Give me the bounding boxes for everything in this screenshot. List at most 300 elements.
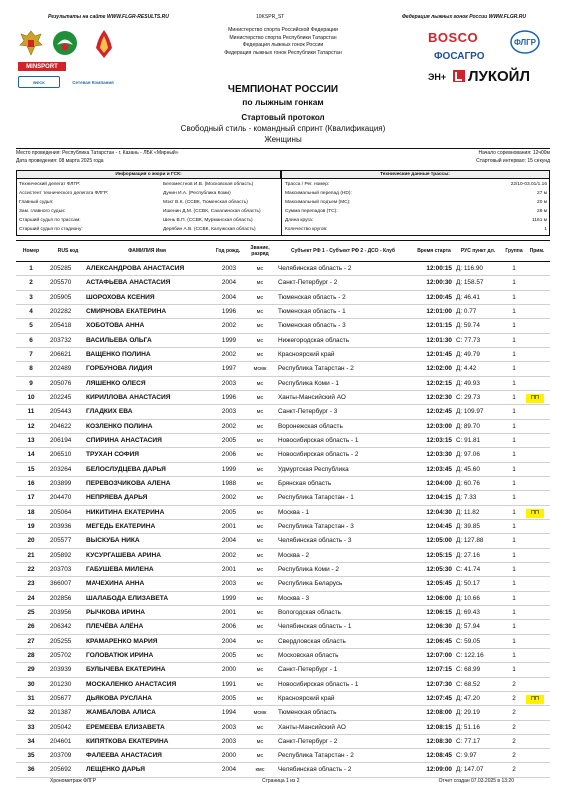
row-group: 2 (512, 766, 516, 774)
row-start-time: 12:07:15 (426, 666, 452, 674)
network-company-logo: Сетевая Компания (72, 79, 114, 85)
row-number: 2 (29, 279, 33, 287)
jury-title: Информация о жюри и ГСК: (17, 171, 281, 179)
row-athlete-name: ГОРБУНОВА ЛИДИЯ (86, 365, 153, 373)
jury-value: Дунин И.А. (Республика Коми) (163, 191, 231, 196)
row-rus-code: 205702 (50, 651, 72, 659)
row-group: 1 (512, 494, 516, 502)
row-athlete-name: ВАСИЛЬЕВА ОЛЬГА (86, 336, 152, 344)
row-group: 2 (512, 737, 516, 745)
row-rus-code: 202489 (50, 365, 72, 373)
row-number: 26 (27, 623, 35, 631)
document-code: 10KSPR_ST (256, 14, 285, 20)
row-start-time: 12:09:00 (426, 766, 452, 774)
row-number: 27 (27, 637, 35, 645)
results-link[interactable]: Результаты на сайте WWW.FLGR-RESULTS.RU (48, 14, 169, 20)
tech-value: 27 м (537, 191, 547, 196)
row-number: 4 (29, 307, 33, 315)
row-start-time: 12:02:00 (426, 365, 452, 373)
table-row (16, 362, 550, 376)
jury-value: Дерябин А.В. (ССВК, Калужская область) (163, 227, 256, 232)
row-start-time: 12:06:30 (426, 623, 452, 631)
jury-value: Мэкт В.К. (ССВК, Тюменская область) (163, 200, 248, 205)
row-athlete-name: АСТАФЬЕВА АНАСТАСИЯ (86, 279, 171, 287)
row-group: 1 (512, 651, 516, 659)
tech-value: 22/10-03.01/1.16 (510, 182, 547, 187)
event-interval: Стартовый интервал: 15 секунд (476, 158, 550, 164)
row-rus-points: Д: 47.20 (456, 694, 480, 702)
row-birth-year: 1997 (221, 365, 237, 373)
row-rus-points: Д: 116.90 (456, 265, 483, 272)
row-rus-code: 203703 (50, 565, 72, 573)
tech-row (285, 208, 547, 216)
row-birth-year: 2005 (221, 694, 237, 702)
row-start-time: 12:02:30 (426, 393, 452, 401)
row-rus-points: Д: 127.88 (456, 537, 484, 545)
row-number: 31 (27, 694, 35, 702)
row-rus-code: 205692 (50, 766, 72, 774)
table-row (16, 291, 550, 305)
row-team: Тюменская область - 3 (278, 322, 346, 330)
row-rank: мс (256, 394, 264, 401)
row-rus-points: Д: 39.85 (456, 522, 480, 530)
row-group: 1 (512, 336, 516, 344)
row-team: Республика Беларусь (278, 580, 343, 588)
row-number: 17 (27, 494, 35, 502)
row-rus-code: 205418 (50, 322, 72, 330)
row-start-time: 12:03:15 (426, 436, 452, 444)
row-team: Новосибирская область - 2 (278, 451, 359, 459)
row-rus-points: Д: 147.07 (456, 766, 484, 774)
row-birth-year: 2003 (221, 265, 237, 272)
row-start-time: 12:03:45 (426, 465, 452, 473)
row-birth-year: 2002 (221, 350, 237, 358)
row-number: 20 (27, 537, 35, 545)
row-rus-points: Д: 109.97 (456, 408, 484, 416)
row-number: 7 (29, 350, 33, 358)
row-rus-code: 206621 (50, 350, 72, 358)
row-start-time: 12:05:45 (426, 580, 452, 588)
row-number: 14 (27, 451, 35, 459)
row-birth-year: 2004 (221, 537, 237, 545)
jury-value: Шень В.П. (ССВК, Мурманская область) (163, 218, 253, 223)
lukoil-wordmark: ЛУКОЙЛ (468, 67, 530, 85)
fosagro-logo: ФОСАГРО (434, 50, 485, 62)
row-athlete-name: КИПЯТКОВА ЕКАТЕРИНА (86, 737, 169, 745)
row-birth-year: 2006 (221, 623, 237, 631)
tech-row (285, 190, 547, 198)
table-row (16, 706, 550, 720)
row-start-time: 12:08:00 (426, 709, 452, 717)
tech-row (285, 217, 547, 225)
row-group: 1 (512, 436, 516, 444)
table-row (16, 749, 550, 763)
row-start-time: 12:07:30 (426, 680, 452, 688)
row-rank: кмс (255, 767, 265, 774)
row-start-time: 12:06:45 (426, 637, 452, 645)
row-start-time: 12:00:30 (426, 279, 452, 287)
row-rank: мс (256, 337, 264, 344)
row-team: Челябинская область - 1 (278, 623, 352, 631)
row-number: 29 (27, 666, 35, 674)
row-start-time: 12:08:45 (426, 752, 452, 760)
row-birth-year: 2005 (221, 436, 237, 444)
row-rus-points: Д: 29.19 (456, 709, 480, 717)
row-number: 11 (27, 408, 35, 416)
row-start-time: 12:01:00 (426, 307, 452, 315)
table-row (16, 420, 550, 434)
row-rus-points: Д: 57.94 (456, 623, 480, 631)
row-start-time: 12:08:30 (426, 737, 452, 745)
row-rank: мс (256, 323, 264, 330)
row-athlete-name: ЖАМБАЛОВА АЛИСА (86, 709, 156, 717)
row-rank: мс (256, 753, 264, 760)
row-group: 1 (512, 666, 516, 674)
bosco-logo: BOSCO (428, 29, 479, 45)
row-rank: мс (256, 552, 264, 559)
row-rank: мс (256, 538, 264, 545)
row-rank: мс (256, 351, 264, 358)
row-team: Ханты-Мансийский АО (278, 723, 346, 731)
minsport-logo: MINSPORT (18, 62, 66, 71)
tech-row (285, 199, 547, 207)
row-team: Московская область (278, 651, 339, 659)
row-start-time: 12:03:00 (426, 422, 452, 430)
row-rus-points: С: 91.81 (456, 436, 481, 444)
tech-label: Количество кругов: (285, 227, 328, 232)
row-birth-year: 1999 (221, 336, 237, 344)
table-row (16, 334, 550, 348)
row-start-time: 12:06:15 (426, 608, 452, 616)
footer-created: Отчет создан 07.03.2025 в 13:20 (438, 778, 514, 784)
row-group: 1 (512, 293, 516, 301)
row-start-time: 12:07:45 (426, 694, 452, 702)
row-start-time: 12:00:45 (426, 293, 452, 301)
row-start-time: 12:04:30 (426, 508, 452, 516)
row-birth-year: 2005 (221, 508, 237, 516)
row-rus-code: 205905 (50, 293, 72, 301)
table-row (16, 262, 550, 276)
organizer-line: Федерация лыжных гонок Республики Татарстан (224, 49, 342, 56)
row-rank: мс (256, 423, 264, 430)
jury-label: Технический делегат ФЛГР: (19, 182, 81, 187)
row-rank: мс (256, 566, 264, 573)
col-group: Группа (505, 248, 523, 254)
row-group: 1 (512, 279, 516, 287)
event-start-time: Начало соревнования: 12ч00м (478, 150, 550, 156)
row-number: 16 (27, 479, 35, 487)
row-rank: мсмк (253, 366, 267, 373)
row-athlete-name: ЕРЕМЕЕВА ЕЛИЗАВЕТА (86, 723, 165, 731)
row-team: Москва - 1 (278, 508, 310, 516)
row-rus-points: Д: 27.16 (456, 551, 480, 559)
row-rus-points: Д: 10.66 (456, 594, 480, 602)
row-athlete-name: ФАЛЕЕВА АНАСТАСИЯ (86, 752, 162, 760)
row-rus-code: 204601 (50, 737, 72, 745)
table-row (16, 735, 550, 749)
row-rus-code: 206510 (50, 451, 72, 459)
row-number: 5 (29, 322, 33, 330)
row-birth-year: 2004 (221, 279, 237, 287)
row-group: 1 (512, 379, 516, 387)
row-note: ПП (531, 695, 539, 702)
row-start-time: 12:08:15 (426, 723, 452, 731)
row-rus-points: С: 59.05 (456, 637, 481, 645)
table-row (16, 692, 550, 706)
jury-value: Ишенин Д.М. (ССВК, Сахалинская область) (163, 209, 261, 214)
col-note: Прим. (529, 248, 545, 254)
row-birth-year: 2001 (221, 522, 237, 530)
row-start-time: 12:05:00 (426, 537, 452, 545)
row-athlete-name: ШАЛАБОДА ЕЛИЗАВЕТА (86, 594, 169, 602)
start-list-table (16, 262, 550, 778)
row-rus-code: 204622 (50, 422, 72, 430)
row-rank: мс (256, 595, 264, 602)
col-year: Год рожд. (215, 248, 241, 254)
footer-timing: Хронометраж ФЛГР (50, 778, 97, 784)
row-rus-points: Д: 45.60 (456, 465, 480, 473)
row-start-time: 12:03:30 (426, 451, 452, 459)
row-rus-points: С: 68.99 (456, 666, 481, 674)
row-athlete-name: ВЫСКУБА НИКА (86, 537, 140, 545)
row-rus-code: 203264 (50, 465, 72, 473)
row-team: Красноярский край (278, 694, 335, 702)
row-birth-year: 2006 (221, 451, 237, 459)
row-team: Республика Татарстан - 1 (278, 494, 354, 502)
row-group: 2 (512, 709, 516, 717)
protocol-discipline: Свободный стиль - командный спринт (Квалификация) (180, 124, 386, 133)
row-group: 1 (512, 537, 516, 545)
row-team: Санкт-Петербург - 2 (278, 279, 338, 287)
row-rank: мс (256, 624, 264, 631)
tech-row (285, 226, 547, 234)
table-header (16, 240, 550, 262)
row-rank: мс (256, 695, 264, 702)
tech-value: 28 м (537, 209, 547, 214)
row-birth-year: 2004 (221, 637, 237, 645)
row-birth-year: 2000 (221, 666, 237, 674)
row-rank: мс (256, 495, 264, 502)
row-rus-code: 202856 (50, 594, 72, 602)
row-group: 1 (512, 365, 516, 373)
row-athlete-name: МЕГЕДЬ ЕКАТЕРИНА (86, 522, 156, 530)
row-team: Санкт-Петербург - 1 (278, 666, 338, 674)
row-rus-code: 202282 (50, 307, 72, 315)
row-team: Челябинская область - 3 (278, 537, 352, 545)
row-start-time: 12:02:45 (426, 408, 452, 416)
row-start-time: 12:01:30 (426, 336, 452, 344)
row-number: 9 (29, 379, 33, 387)
row-birth-year: 2003 (221, 408, 237, 416)
row-group: 1 (512, 350, 516, 358)
organizer-line: Федерация лыжных гонок России (242, 42, 324, 48)
row-start-time: 12:04:45 (426, 522, 452, 530)
row-group: 1 (512, 594, 516, 602)
row-start-time: 12:05:15 (426, 551, 452, 559)
row-rus-points: Д: 50.17 (456, 580, 480, 588)
row-athlete-name: ХОБОТОВА АННА (86, 322, 145, 330)
row-rus-code: 205443 (50, 408, 72, 416)
table-row (16, 391, 550, 405)
row-birth-year: 2001 (221, 608, 237, 616)
row-athlete-name: ГОЛОВАТЮК ИРИНА (86, 651, 154, 659)
row-team: Воронежская область (278, 422, 343, 430)
row-start-time: 12:06:00 (426, 594, 452, 602)
row-rus-points: Д: 46.41 (456, 293, 480, 301)
row-rus-code: 203956 (50, 608, 72, 616)
row-rus-points: С: 77.17 (456, 737, 481, 745)
table-row (16, 377, 550, 391)
row-note: ПП (531, 394, 539, 401)
row-rus-points: Д: 0.77 (456, 307, 477, 315)
row-number: 30 (27, 680, 35, 688)
row-start-time: 12:00:15 (426, 265, 452, 272)
divider (16, 148, 550, 149)
row-number: 28 (27, 651, 35, 659)
protocol-category: Женщины (264, 135, 302, 144)
row-athlete-name: ЛЯШЕНКО ОЛЕСЯ (86, 379, 146, 387)
row-number: 34 (27, 737, 35, 745)
jury-label: Старший судья по трассам: (19, 218, 81, 223)
row-rus-points: С: 68.52 (456, 680, 481, 688)
row-athlete-name: НЕПРЯЕВА ДАРЬЯ (86, 494, 148, 502)
tech-value: 1161 м (532, 218, 547, 223)
row-number: 15 (27, 465, 35, 473)
row-rank: мс (256, 294, 264, 301)
row-rus-points: Д: 59.74 (456, 322, 480, 330)
row-rus-points: Д: 97.06 (456, 451, 480, 459)
row-birth-year: 2003 (221, 379, 237, 387)
row-group: 1 (512, 608, 516, 616)
row-group: 1 (512, 551, 516, 559)
organizer-line: Министерство спорта Республики Татарстан (229, 34, 337, 41)
federation-link[interactable]: Федерация лыжных гонок России WWW.FLGR.RU (402, 14, 526, 20)
row-rank: мс (256, 509, 264, 516)
row-birth-year: 2004 (221, 766, 237, 774)
vfsk-logo: ВФСК (18, 76, 60, 88)
row-team: Вологодская область (278, 608, 341, 616)
row-rus-code: 202245 (50, 393, 72, 401)
footer-page: Страница 1 из 2 (262, 778, 300, 784)
row-rank: мс (256, 638, 264, 645)
table-row (16, 319, 550, 333)
row-number: 36 (27, 766, 35, 774)
row-start-time: 12:04:00 (426, 479, 452, 487)
row-birth-year: 1999 (221, 594, 237, 602)
organizer-line: Министерство спорта Российской Федерации (228, 27, 338, 33)
row-birth-year: 2000 (221, 752, 237, 760)
row-rus-code: 206194 (50, 436, 72, 444)
row-birth-year: 2003 (221, 580, 237, 588)
row-group: 1 (512, 580, 516, 588)
col-num: Номер (22, 248, 40, 254)
row-team: Республика Татарстан - 3 (278, 522, 354, 530)
row-team: Москва - 3 (278, 594, 310, 602)
table-row (16, 491, 550, 505)
row-note: ПП (531, 509, 539, 516)
row-start-time: 12:02:15 (426, 379, 452, 387)
row-rank: мс (256, 652, 264, 659)
title-line1: ЧЕМПИОНАТ РОССИИ (227, 84, 339, 95)
jury-label: Старший судья по стадиону: (19, 227, 83, 232)
row-team: Новосибирская область - 1 (278, 680, 359, 688)
row-number: 18 (27, 508, 35, 516)
row-athlete-name: ЛЕЩЕНКО ДАРЬЯ (86, 766, 145, 774)
row-rus-points: С: 122.16 (456, 651, 484, 659)
row-birth-year: 2002 (221, 551, 237, 559)
row-number: 22 (27, 565, 35, 573)
jury-row (19, 190, 279, 198)
row-group: 1 (512, 422, 516, 430)
row-rank: мс (256, 308, 264, 315)
row-start-time: 12:05:30 (426, 565, 452, 573)
row-birth-year: 2004 (221, 293, 237, 301)
row-number: 6 (29, 336, 33, 344)
row-rus-points: С: 41.74 (456, 565, 481, 573)
table-row (16, 577, 550, 591)
row-rank: мс (256, 667, 264, 674)
row-start-time: 12:07:00 (426, 651, 452, 659)
row-rank: мс (256, 609, 264, 616)
row-rus-points: Д: 60.76 (456, 479, 480, 487)
jury-row (19, 226, 279, 234)
col-rus2: РУС пункт дл. (460, 248, 496, 254)
row-rus-code: 205042 (50, 723, 72, 731)
row-group: 1 (512, 565, 516, 573)
row-start-time: 12:04:15 (426, 494, 452, 502)
row-birth-year: 1996 (221, 307, 237, 315)
row-number: 21 (27, 551, 35, 559)
tech-value: 1 (544, 227, 547, 232)
row-group: 2 (512, 752, 516, 760)
row-athlete-name: ТРУХАН СОФИЯ (86, 451, 140, 459)
row-number: 19 (27, 522, 35, 530)
row-birth-year: 1999 (221, 465, 237, 473)
row-birth-year: 2005 (221, 651, 237, 659)
row-team: Ханты-Мансийский АО (278, 393, 346, 401)
row-team: Челябинская область - 2 (278, 265, 352, 272)
tech-row (285, 181, 547, 189)
row-rus-code: 205677 (50, 694, 72, 702)
table-row (16, 721, 550, 735)
row-rank: мс (256, 681, 264, 688)
row-start-time: 12:01:15 (426, 322, 452, 330)
table-row (16, 463, 550, 477)
row-rus-points: С: 29.73 (456, 393, 481, 401)
row-team: Тюменская область - 2 (278, 293, 346, 301)
row-rus-code: 205064 (50, 508, 72, 516)
tech-value: 20 м (537, 200, 547, 205)
row-rank: мс (256, 437, 264, 444)
row-group: 1 (512, 265, 516, 272)
row-rank: мс (256, 738, 264, 745)
tech-label: Длина круга: (285, 218, 314, 223)
jury-label: Ассистент технического делегата ФЛГР: (19, 191, 109, 196)
row-birth-year: 2002 (221, 422, 237, 430)
row-birth-year: 1994 (221, 709, 237, 717)
row-rus-points: Д: 89.70 (456, 422, 480, 430)
enplus-logo: ЭН+ (428, 72, 447, 82)
row-athlete-name: ПЕРЕВОЗЧИКОВА АЛЕНА (86, 479, 171, 487)
row-rus-points: С: 9.97 (456, 752, 477, 760)
row-birth-year: 2003 (221, 737, 237, 745)
row-athlete-name: РЫЧКОВА ИРИНА (86, 608, 146, 616)
row-rus-points: Д: 7.33 (456, 494, 477, 502)
row-rank: мс (256, 724, 264, 731)
row-group: 1 (512, 623, 516, 631)
row-team: Нижегородская область (278, 336, 350, 344)
row-rus-code: 201387 (50, 709, 72, 717)
